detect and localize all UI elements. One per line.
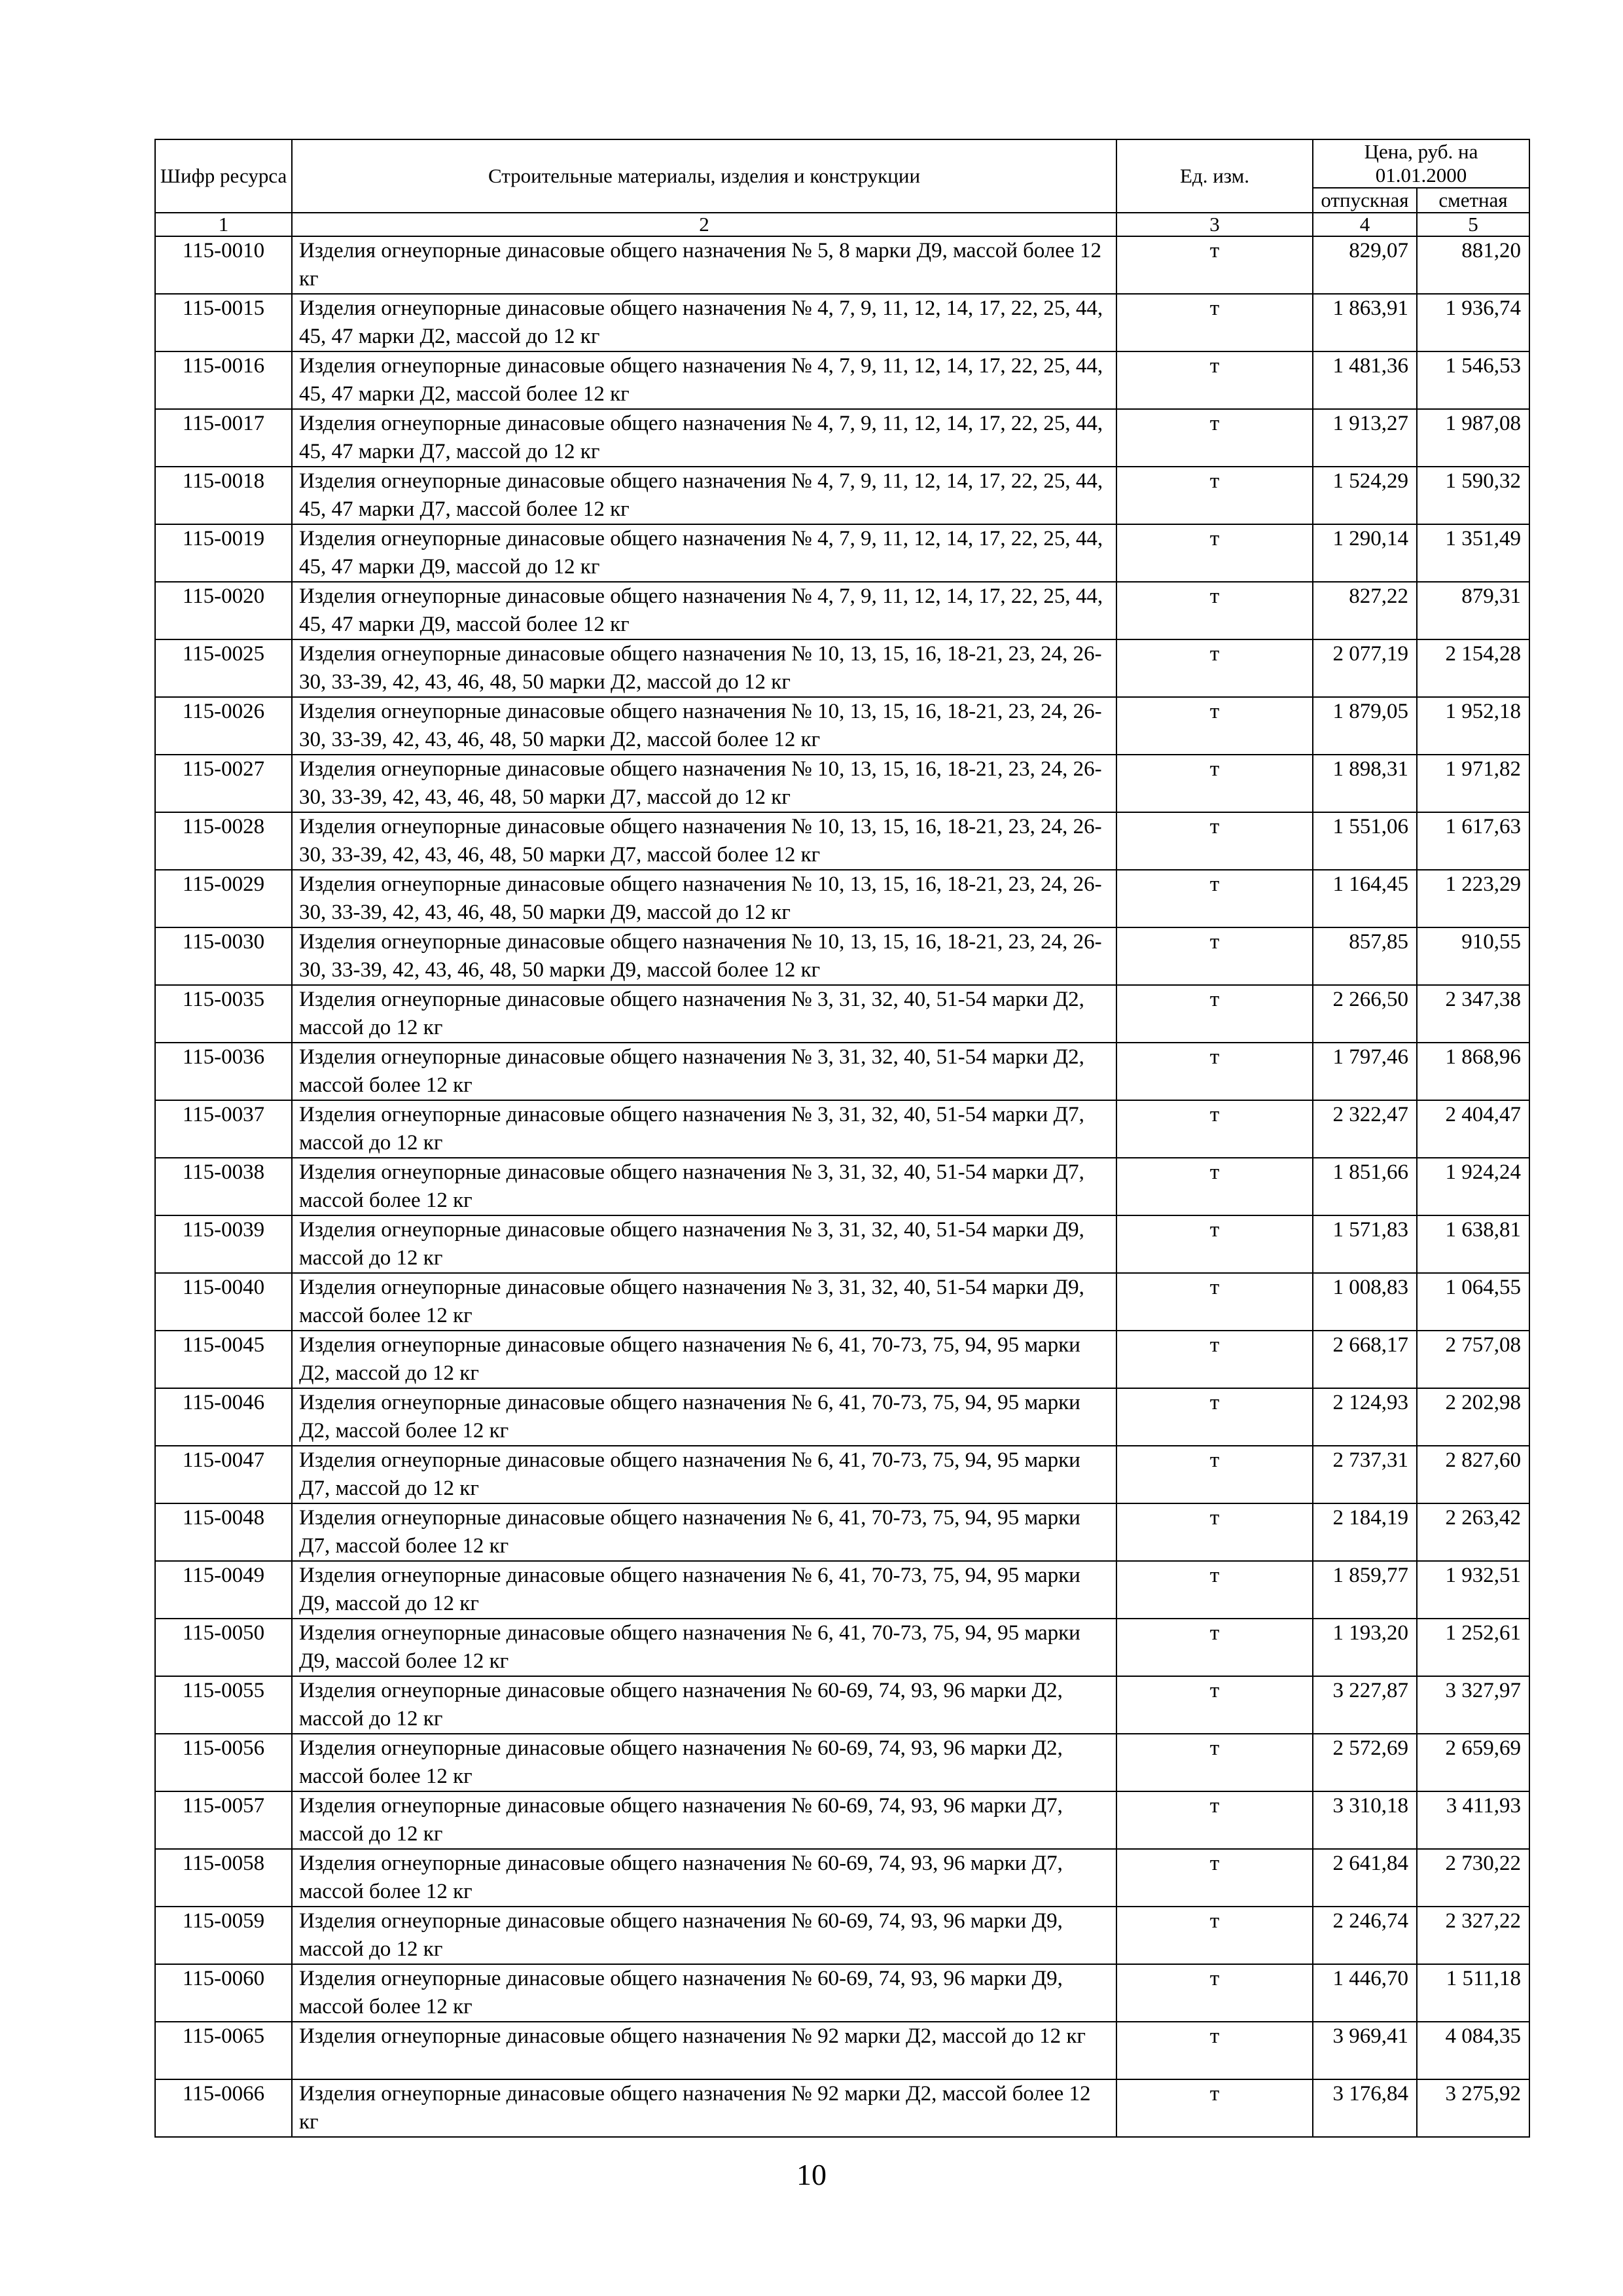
material-name: Изделия огнеупорные динасовые общего назначения № 5, 8 марки Д9, массой более 12 кг	[292, 236, 1116, 294]
unit: т	[1116, 467, 1313, 524]
resource-code: 115-0048	[155, 1503, 292, 1561]
material-name: Изделия огнеупорные динасовые общего назначения № 6, 41, 70-73, 75, 94, 95 марки Д7, массой более 12 кг	[292, 1503, 1116, 1561]
price-release: 3 969,41	[1313, 2022, 1417, 2079]
material-name: Изделия огнеупорные динасовые общего назначения № 4, 7, 9, 11, 12, 14, 17, 22, 25, 44, 45, 47 марки Д2, массой до 12 кг	[292, 294, 1116, 351]
price-estimate: 3 275,92	[1417, 2079, 1529, 2137]
material-name: Изделия огнеупорные динасовые общего назначения № 10, 13, 15, 16, 18-21, 23, 24, 26-30, 33-39, 42, 43, 46, 48, 50 марки Д7, массой более 12 кг	[292, 812, 1116, 870]
page-number: 10	[796, 2158, 827, 2191]
resource-code: 115-0029	[155, 870, 292, 927]
price-release: 2 737,31	[1313, 1446, 1417, 1503]
material-name: Изделия огнеупорные динасовые общего назначения № 3, 31, 32, 40, 51-54 марки Д2, массой более 12 кг	[292, 1043, 1116, 1100]
table-row	[155, 1561, 1529, 1619]
resource-code: 115-0015	[155, 294, 292, 351]
table-row	[155, 1849, 1529, 1907]
table-row	[155, 812, 1529, 870]
unit: т	[1116, 1388, 1313, 1446]
price-estimate: 2 327,22	[1417, 1907, 1529, 1964]
table-row	[155, 1619, 1529, 1676]
price-release: 1 008,83	[1313, 1273, 1417, 1331]
price-estimate: 2 202,98	[1417, 1388, 1529, 1446]
table-row	[155, 1676, 1529, 1734]
material-name: Изделия огнеупорные динасовые общего назначения № 4, 7, 9, 11, 12, 14, 17, 22, 25, 44, 45, 47 марки Д7, массой до 12 кг	[292, 409, 1116, 467]
price-release: 1 164,45	[1313, 870, 1417, 927]
material-name: Изделия огнеупорные динасовые общего назначения № 3, 31, 32, 40, 51-54 марки Д7, массой более 12 кг	[292, 1158, 1116, 1215]
price-release: 1 879,05	[1313, 697, 1417, 755]
price-estimate: 2 263,42	[1417, 1503, 1529, 1561]
price-release: 1 859,77	[1313, 1561, 1417, 1619]
unit: т	[1116, 1676, 1313, 1734]
unit: т	[1116, 1619, 1313, 1676]
table-row	[155, 294, 1529, 351]
price-estimate: 1 546,53	[1417, 351, 1529, 409]
unit: т	[1116, 1331, 1313, 1388]
unit: т	[1116, 351, 1313, 409]
price-estimate: 1 971,82	[1417, 755, 1529, 812]
table-row	[155, 2079, 1529, 2137]
table-header	[155, 139, 1529, 236]
material-name: Изделия огнеупорные динасовые общего назначения № 10, 13, 15, 16, 18-21, 23, 24, 26-30, 33-39, 42, 43, 46, 48, 50 марки Д2, массой более 12 кг	[292, 697, 1116, 755]
resource-code: 115-0026	[155, 697, 292, 755]
table-row	[155, 1446, 1529, 1503]
table-row	[155, 870, 1529, 927]
header-price-estimate: сметная	[1417, 188, 1529, 213]
price-release: 3 310,18	[1313, 1791, 1417, 1849]
price-release: 1 913,27	[1313, 409, 1417, 467]
material-name: Изделия огнеупорные динасовые общего назначения № 60-69, 74, 93, 96 марки Д7, массой до 12 кг	[292, 1791, 1116, 1849]
unit: т	[1116, 2022, 1313, 2079]
header-name: Строительные материалы, изделия и конструкции	[292, 139, 1116, 213]
material-name: Изделия огнеупорные динасовые общего назначения № 60-69, 74, 93, 96 марки Д2, массой более 12 кг	[292, 1734, 1116, 1791]
price-release: 1 851,66	[1313, 1158, 1417, 1215]
unit: т	[1116, 582, 1313, 639]
unit: т	[1116, 755, 1313, 812]
resource-code: 115-0035	[155, 985, 292, 1043]
price-estimate: 2 154,28	[1417, 639, 1529, 697]
unit: т	[1116, 1158, 1313, 1215]
material-name: Изделия огнеупорные динасовые общего назначения № 60-69, 74, 93, 96 марки Д7, массой более 12 кг	[292, 1849, 1116, 1907]
table-row	[155, 1388, 1529, 1446]
material-name: Изделия огнеупорные динасовые общего назначения № 4, 7, 9, 11, 12, 14, 17, 22, 25, 44, 45, 47 марки Д7, массой более 12 кг	[292, 467, 1116, 524]
material-name: Изделия огнеупорные динасовые общего назначения № 10, 13, 15, 16, 18-21, 23, 24, 26-30, 33-39, 42, 43, 46, 48, 50 марки Д2, массой до 12 кг	[292, 639, 1116, 697]
unit: т	[1116, 2079, 1313, 2137]
table-row	[155, 236, 1529, 294]
material-name: Изделия огнеупорные динасовые общего назначения № 60-69, 74, 93, 96 марки Д9, массой до 12 кг	[292, 1907, 1116, 1964]
header-price-group: Цена, руб. на 01.01.2000	[1313, 139, 1529, 188]
price-release: 1 571,83	[1313, 1215, 1417, 1273]
table-row	[155, 1964, 1529, 2022]
resource-code: 115-0030	[155, 927, 292, 985]
resource-code: 115-0010	[155, 236, 292, 294]
resource-code: 115-0025	[155, 639, 292, 697]
resource-code: 115-0045	[155, 1331, 292, 1388]
price-estimate: 1 936,74	[1417, 294, 1529, 351]
unit: т	[1116, 927, 1313, 985]
unit: т	[1116, 409, 1313, 467]
resource-code: 115-0028	[155, 812, 292, 870]
price-release: 1 193,20	[1313, 1619, 1417, 1676]
price-estimate: 1 987,08	[1417, 409, 1529, 467]
price-release: 3 176,84	[1313, 2079, 1417, 2137]
price-release: 1 481,36	[1313, 351, 1417, 409]
material-name: Изделия огнеупорные динасовые общего назначения № 6, 41, 70-73, 75, 94, 95 марки Д9, массой более 12 кг	[292, 1619, 1116, 1676]
column-number-row	[155, 213, 1529, 236]
material-name: Изделия огнеупорные динасовые общего назначения № 3, 31, 32, 40, 51-54 марки Д9, массой более 12 кг	[292, 1273, 1116, 1331]
material-name: Изделия огнеупорные динасовые общего назначения № 6, 41, 70-73, 75, 94, 95 марки Д9, массой до 12 кг	[292, 1561, 1116, 1619]
column-number: 1	[155, 213, 292, 236]
price-release: 2 641,84	[1313, 1849, 1417, 1907]
material-name: Изделия огнеупорные динасовые общего назначения № 6, 41, 70-73, 75, 94, 95 марки Д2, массой более 12 кг	[292, 1388, 1116, 1446]
unit: т	[1116, 1907, 1313, 1964]
price-estimate: 1 511,18	[1417, 1964, 1529, 2022]
material-name: Изделия огнеупорные динасовые общего назначения № 92 марки Д2, массой более 12 кг	[292, 2079, 1116, 2137]
resource-code: 115-0055	[155, 1676, 292, 1734]
price-release: 3 227,87	[1313, 1676, 1417, 1734]
material-name: Изделия огнеупорные динасовые общего назначения № 60-69, 74, 93, 96 марки Д9, массой более 12 кг	[292, 1964, 1116, 2022]
column-number: 3	[1116, 213, 1313, 236]
price-release: 2 266,50	[1313, 985, 1417, 1043]
resource-code: 115-0056	[155, 1734, 292, 1791]
resource-code: 115-0038	[155, 1158, 292, 1215]
material-name: Изделия огнеупорные динасовые общего назначения № 10, 13, 15, 16, 18-21, 23, 24, 26-30, 33-39, 42, 43, 46, 48, 50 марки Д9, массой до 12 кг	[292, 870, 1116, 927]
column-number: 2	[292, 213, 1116, 236]
price-estimate: 1 590,32	[1417, 467, 1529, 524]
table-row	[155, 1100, 1529, 1158]
material-name: Изделия огнеупорные динасовые общего назначения № 3, 31, 32, 40, 51-54 марки Д7, массой до 12 кг	[292, 1100, 1116, 1158]
resource-code: 115-0018	[155, 467, 292, 524]
resource-code: 115-0058	[155, 1849, 292, 1907]
unit: т	[1116, 697, 1313, 755]
price-release: 2 246,74	[1313, 1907, 1417, 1964]
header-unit: Ед. изм.	[1116, 139, 1313, 213]
price-estimate: 1 868,96	[1417, 1043, 1529, 1100]
resource-code: 115-0017	[155, 409, 292, 467]
material-name: Изделия огнеупорные динасовые общего назначения № 4, 7, 9, 11, 12, 14, 17, 22, 25, 44, 45, 47 марки Д9, массой более 12 кг	[292, 582, 1116, 639]
resource-code: 115-0059	[155, 1907, 292, 1964]
price-estimate: 1 952,18	[1417, 697, 1529, 755]
material-name: Изделия огнеупорные динасовые общего назначения № 3, 31, 32, 40, 51-54 марки Д2, массой до 12 кг	[292, 985, 1116, 1043]
price-table	[154, 139, 1530, 2138]
table-row	[155, 639, 1529, 697]
price-release: 1 446,70	[1313, 1964, 1417, 2022]
price-estimate: 2 827,60	[1417, 1446, 1529, 1503]
unit: т	[1116, 1849, 1313, 1907]
table-row	[155, 697, 1529, 755]
resource-code: 115-0037	[155, 1100, 292, 1158]
unit: т	[1116, 1561, 1313, 1619]
price-release: 1 863,91	[1313, 294, 1417, 351]
material-name: Изделия огнеупорные динасовые общего назначения № 3, 31, 32, 40, 51-54 марки Д9, массой до 12 кг	[292, 1215, 1116, 1273]
unit: т	[1116, 1446, 1313, 1503]
price-estimate: 3 327,97	[1417, 1676, 1529, 1734]
table-row	[155, 1503, 1529, 1561]
resource-code: 115-0050	[155, 1619, 292, 1676]
resource-code: 115-0020	[155, 582, 292, 639]
price-estimate: 1 064,55	[1417, 1273, 1529, 1331]
price-release: 2 668,17	[1313, 1331, 1417, 1388]
resource-code: 115-0049	[155, 1561, 292, 1619]
price-estimate: 2 757,08	[1417, 1331, 1529, 1388]
unit: т	[1116, 639, 1313, 697]
price-release: 1 797,46	[1313, 1043, 1417, 1100]
price-release: 2 077,19	[1313, 639, 1417, 697]
resource-code: 115-0027	[155, 755, 292, 812]
price-estimate: 1 932,51	[1417, 1561, 1529, 1619]
table-row	[155, 351, 1529, 409]
table-row	[155, 2022, 1529, 2079]
table-row	[155, 1043, 1529, 1100]
price-estimate: 1 924,24	[1417, 1158, 1529, 1215]
column-number: 4	[1313, 213, 1417, 236]
column-number: 5	[1417, 213, 1529, 236]
table-row	[155, 1215, 1529, 1273]
header-price-release: отпускная	[1313, 188, 1417, 213]
unit: т	[1116, 1791, 1313, 1849]
price-estimate: 910,55	[1417, 927, 1529, 985]
table-row	[155, 755, 1529, 812]
resource-code: 115-0065	[155, 2022, 292, 2079]
table-row	[155, 1158, 1529, 1215]
unit: т	[1116, 1100, 1313, 1158]
material-name: Изделия огнеупорные динасовые общего назначения № 92 марки Д2, массой до 12 кг	[292, 2022, 1116, 2079]
unit: т	[1116, 1215, 1313, 1273]
price-estimate: 2 659,69	[1417, 1734, 1529, 1791]
price-release: 2 322,47	[1313, 1100, 1417, 1158]
unit: т	[1116, 524, 1313, 582]
resource-code: 115-0040	[155, 1273, 292, 1331]
resource-code: 115-0039	[155, 1215, 292, 1273]
price-estimate: 1 252,61	[1417, 1619, 1529, 1676]
resource-code: 115-0047	[155, 1446, 292, 1503]
price-estimate: 1 638,81	[1417, 1215, 1529, 1273]
price-estimate: 2 404,47	[1417, 1100, 1529, 1158]
unit: т	[1116, 870, 1313, 927]
price-estimate: 1 351,49	[1417, 524, 1529, 582]
unit: т	[1116, 1273, 1313, 1331]
resource-code: 115-0066	[155, 2079, 292, 2137]
price-estimate: 1 617,63	[1417, 812, 1529, 870]
unit: т	[1116, 294, 1313, 351]
table-row	[155, 1907, 1529, 1964]
price-release: 1 898,31	[1313, 755, 1417, 812]
table-row	[155, 1273, 1529, 1331]
table-row	[155, 467, 1529, 524]
material-name: Изделия огнеупорные динасовые общего назначения № 6, 41, 70-73, 75, 94, 95 марки Д2, массой до 12 кг	[292, 1331, 1116, 1388]
price-release: 827,22	[1313, 582, 1417, 639]
material-name: Изделия огнеупорные динасовые общего назначения № 10, 13, 15, 16, 18-21, 23, 24, 26-30, 33-39, 42, 43, 46, 48, 50 марки Д9, массой более 12 кг	[292, 927, 1116, 985]
table-row	[155, 927, 1529, 985]
material-name: Изделия огнеупорные динасовые общего назначения № 6, 41, 70-73, 75, 94, 95 марки Д7, массой до 12 кг	[292, 1446, 1116, 1503]
unit: т	[1116, 812, 1313, 870]
price-estimate: 4 084,35	[1417, 2022, 1529, 2079]
price-release: 1 290,14	[1313, 524, 1417, 582]
price-estimate: 879,31	[1417, 582, 1529, 639]
table-row	[155, 1734, 1529, 1791]
price-estimate: 881,20	[1417, 236, 1529, 294]
resource-code: 115-0060	[155, 1964, 292, 2022]
table-row	[155, 582, 1529, 639]
resource-code: 115-0016	[155, 351, 292, 409]
resource-code: 115-0057	[155, 1791, 292, 1849]
table-row	[155, 1791, 1529, 1849]
unit: т	[1116, 1734, 1313, 1791]
material-name: Изделия огнеупорные динасовые общего назначения № 4, 7, 9, 11, 12, 14, 17, 22, 25, 44, 45, 47 марки Д9, массой до 12 кг	[292, 524, 1116, 582]
price-release: 2 184,19	[1313, 1503, 1417, 1561]
price-release: 2 572,69	[1313, 1734, 1417, 1791]
resource-code: 115-0019	[155, 524, 292, 582]
price-release: 829,07	[1313, 236, 1417, 294]
resource-code: 115-0046	[155, 1388, 292, 1446]
unit: т	[1116, 985, 1313, 1043]
unit: т	[1116, 1043, 1313, 1100]
table-body	[155, 236, 1529, 2137]
unit: т	[1116, 1503, 1313, 1561]
price-release: 857,85	[1313, 927, 1417, 985]
price-estimate: 2 347,38	[1417, 985, 1529, 1043]
unit: т	[1116, 1964, 1313, 2022]
header-code: Шифр ресурса	[155, 139, 292, 213]
price-estimate: 1 223,29	[1417, 870, 1529, 927]
material-name: Изделия огнеупорные динасовые общего назначения № 4, 7, 9, 11, 12, 14, 17, 22, 25, 44, 45, 47 марки Д2, массой более 12 кг	[292, 351, 1116, 409]
resource-code: 115-0036	[155, 1043, 292, 1100]
price-release: 2 124,93	[1313, 1388, 1417, 1446]
price-estimate: 3 411,93	[1417, 1791, 1529, 1849]
table-row	[155, 409, 1529, 467]
price-release: 1 524,29	[1313, 467, 1417, 524]
unit: т	[1116, 236, 1313, 294]
table-row	[155, 985, 1529, 1043]
material-name: Изделия огнеупорные динасовые общего назначения № 10, 13, 15, 16, 18-21, 23, 24, 26-30, 33-39, 42, 43, 46, 48, 50 марки Д7, массой до 12 кг	[292, 755, 1116, 812]
price-release: 1 551,06	[1313, 812, 1417, 870]
table-row	[155, 1331, 1529, 1388]
price-estimate: 2 730,22	[1417, 1849, 1529, 1907]
material-name: Изделия огнеупорные динасовые общего назначения № 60-69, 74, 93, 96 марки Д2, массой до 12 кг	[292, 1676, 1116, 1734]
table-row	[155, 524, 1529, 582]
